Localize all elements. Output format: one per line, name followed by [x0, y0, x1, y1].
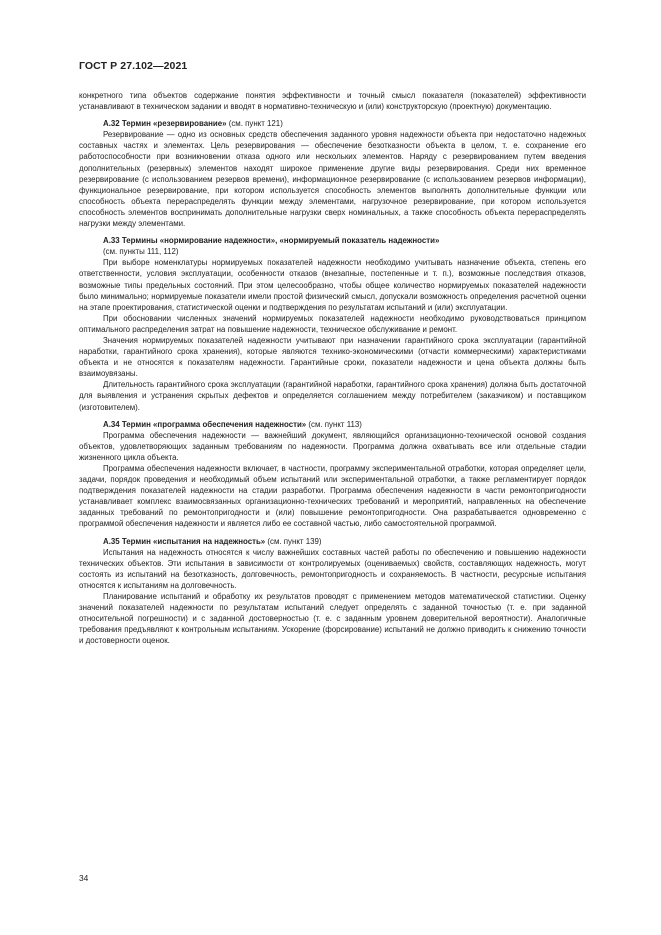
section-ref-a33: (см. пункты 111, 112) — [103, 247, 179, 257]
intro-paragraph: конкретного типа объектов содержание понятия эффективности и точный смысл показателя (показателей) эффективности устанавливают в техническом задании и вводят в нормативно-техническую и (или) конструкторскую (проектную) документацию. — [79, 91, 586, 112]
paragraph: При выборе номенклатуры нормируемых показателей надежности необходимо учитывать назначение объекта, степень его ответственности, условия эксплуатации, особенности отказов (внезапные, постепенные и т. п.), возможные последствия отказов, возможные типы предельных состояний. При этом целесообразно, чтобы общее количество нормируемых показателей надежности было минимально; нормируемые показатели имели простой физический смысл, допускали возможность определения расчетной оценки на этапе проектирования, статистической оценки и подтверждения по результатам испытаний и (или) эксплуатации. — [79, 258, 586, 312]
document-body — [79, 90, 586, 647]
paragraph: Планирование испытаний и обработку их результатов проводят с применением методов математической статистики. Оценку значений показателей надежности по результатам испытаний следует определять с заданной точностью (т. е. при заданной относительной погрешности) и с заданной достоверностью (т. е. с заданным уровнем доверительной вероятности). Аналогичные требования предъявляют к контрольным испытаниям. Ускорение (форсирование) испытаний не должно приводить к снижению точности и достоверности оценок. — [79, 592, 586, 646]
section-heading-a32: А.32 Термин «резервирование» (см. пункт 121) — [103, 119, 283, 129]
section-heading-a33: А.33 Термины «нормирование надежности», «нормируемый показатель надежности» — [103, 236, 440, 246]
paragraph: Резервирование — одно из основных средств обеспечения заданного уровня надежности объекта при недостаточно надежных составных частях и элементах. Цель резервирования — обеспечение безотказности объекта в целом, т. е. сохранение его работоспособности при возникновении отказа одного или нескольких элементов. Наряду с резервированием путем введения дополнительных (резервных) элементов находят широкое применение другие виды резервирования. Среди них временное резервирование (с использованием резервов времени), информационное резервирование (с использованием резервов информации), функциональное резервирование, при котором используется способность элементов выполнять дополнительные функции или способность объекта перераспределять функции между элементами, нагрузочное резервирование, при котором используется способность элементов воспринимать дополнительные нагрузки сверх номинальных, а также способность объекта перераспределять нагрузки между элементами. — [79, 130, 586, 229]
paragraph: При обосновании численных значений нормируемых показателей надежности необходимо руководствоваться принципом оптимального распределения затрат на повышение надежности, техническое обслуживание и ремонт. — [79, 313, 586, 334]
section-heading-a34: А.34 Термин «программа обеспечения надежности» (см. пункт 113) — [103, 419, 362, 429]
paragraph: Значения нормируемых показателей надежности учитывают при назначении гарантийного срока эксплуатации (гарантийной наработки, гарантийного срока хранения), которые являются технико-экономическими (отчасти коммерческими) характеристиками объекта и не относятся к показателям надежности. Гарантийные сроки, показатели надежности и цена объекта должны быть взаимоувязаны. — [79, 335, 586, 379]
page-number: 34 — [79, 873, 89, 883]
document-id: ГОСТ Р 27.102—2021 — [79, 60, 188, 72]
section-heading-a35: А.35 Термин «испытания на надежность» (см. пункт 139) — [103, 536, 322, 546]
paragraph: Испытания на надежность относятся к числу важнейших составных частей работы по обеспечению и повышению надежности технических объектов. Эти испытания в зависимости от контролируемых (оцениваемых) свойств, составляющих надежность, могут состоять из испытаний на безотказность, долговечность, ремонтопригодность и сохраняемость. В частности, ресурсные испытания относятся к испытаниям на долговечность. — [79, 547, 586, 590]
paragraph: Программа обеспечения надежности — важнейший документ, являющийся организационно-технической основой создания объектов, удовлетворяющих заданным требованиям по надежности. Программа должна охватывать все или отдельные стадии жизненного цикла объекта. — [79, 430, 586, 462]
paragraph: Программа обеспечения надежности включает, в частности, программу экспериментальной отработки, которая определяет цели, задачи, порядок проведения и необходимый объем испытаний или экспериментальной отработки, а также регламентирует порядок подтверждения показателей надежности на стадии разработки. Программа обеспечения надежности в части ремонтопригодности устанавливает комплекс взаимосвязанных организационно-технических требований и мероприятий, направленных на обеспечение заданных требований по ремонтопригодности и (или) повышение ремонтопригодности. Она разрабатывается одновременно с программой обеспечения надежности и является либо ее составной частью, либо самостоятельной программой. — [79, 464, 586, 529]
paragraph: Длительность гарантийного срока эксплуатации (гарантийной наработки, гарантийного срока хранения) должна быть достаточной для выявления и устранения скрытых дефектов и определяется соглашением между потребителем (заказчиком) и поставщиком (изготовителем). — [79, 380, 586, 412]
